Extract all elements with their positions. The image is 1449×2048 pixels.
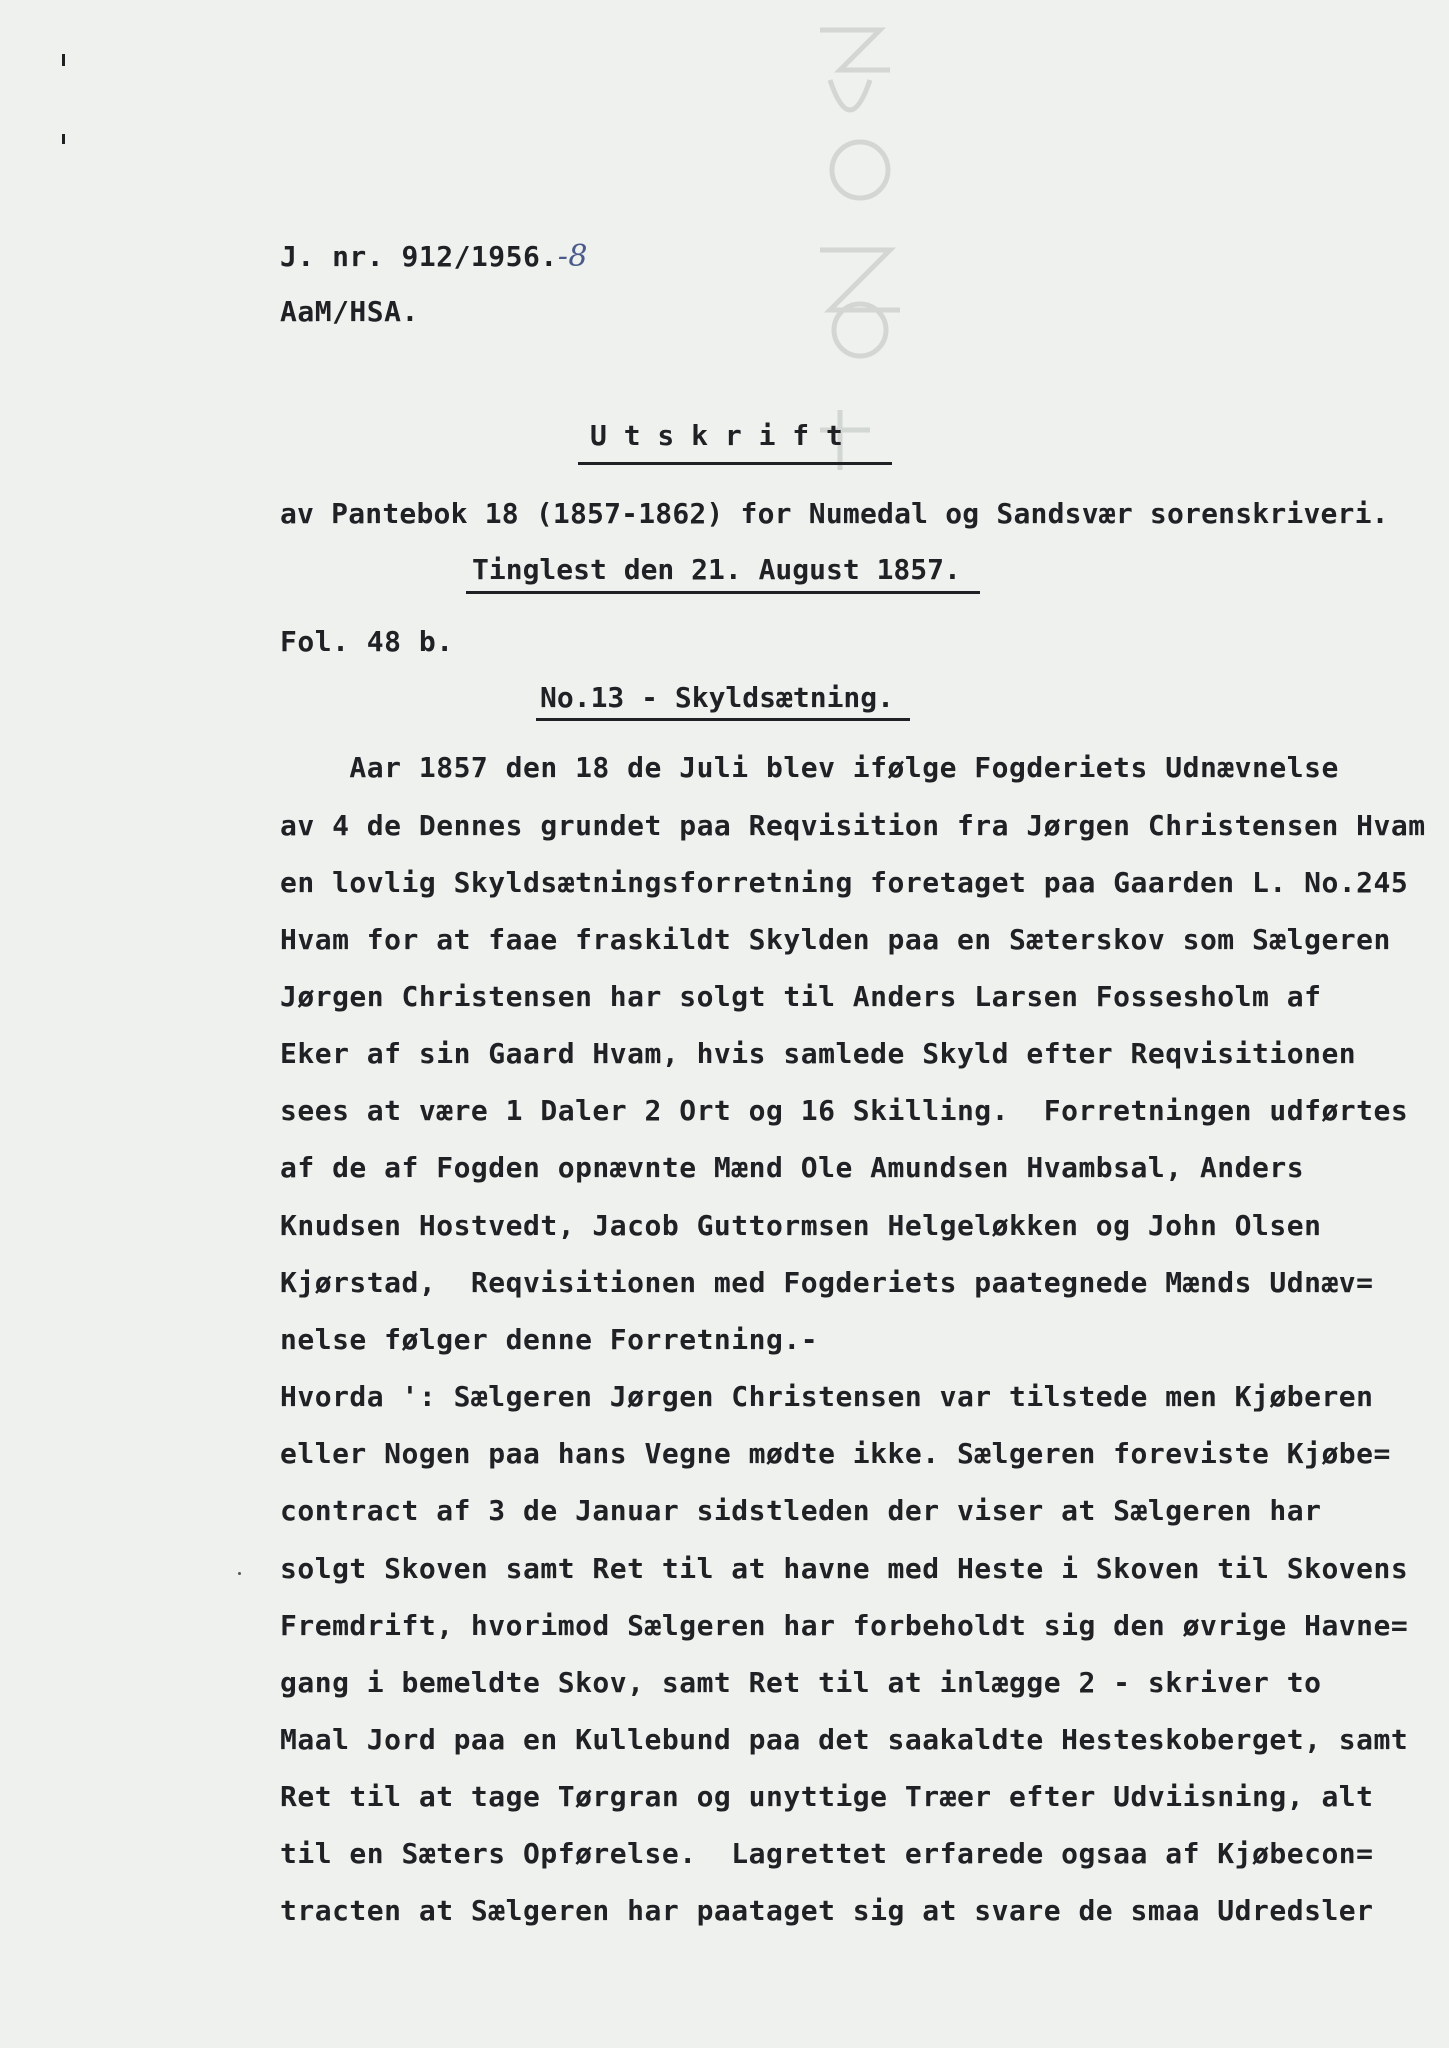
margin-speck [238, 1572, 241, 1575]
section-title: No.13 - Skyldsætning. [540, 681, 895, 714]
body-line: Eker af sin Gaard Hvam, hvis samlede Skyld efter Reqvisitionen [280, 1037, 1357, 1070]
document-subtitle: av Pantebok 18 (1857-1862) for Numedal og Sandsvær sorenskriveri. [280, 497, 1389, 530]
registration-line: Tinglest den 21. August 1857. [472, 553, 961, 586]
body-line: gang i bemeldte Skov, samt Ret til at inlægge 2 - skriver to [280, 1666, 1322, 1699]
margin-mark-top [62, 54, 65, 66]
body-line: Fremdrift, hvorimod Sælgeren har forbeholdt sig den øvrige Havne= [280, 1609, 1409, 1642]
body-line: Maal Jord paa en Kullebund paa det saakaldte Hesteskoberget, samt [280, 1723, 1409, 1756]
body-line: Jørgen Christensen har solgt til Anders Larsen Fossesholm af [280, 980, 1322, 1013]
initials: AaM/HSA. [280, 295, 419, 328]
heading-underline [578, 462, 892, 465]
body-line: Aar 1857 den 18 de Juli blev ifølge Fogderiets Udnævnelse [280, 751, 1339, 784]
body-line: til en Sæters Opførelse. Lagrettet erfarede ogsaa af Kjøbecon= [280, 1837, 1374, 1870]
folio-reference: Fol. 48 b. [280, 625, 454, 658]
body-line: Hvorda ': Sælgeren Jørgen Christensen var tilstede men Kjøberen [280, 1380, 1374, 1413]
body-line: af de af Fogden opnævnte Mænd Ole Amundsen Hvambsal, Anders [280, 1151, 1305, 1184]
body-line: en lovlig Skyldsætningsforretning foretaget paa Gaarden L. No.245 [280, 866, 1409, 899]
body-line: sees at være 1 Daler 2 Ort og 16 Skilling. Forretningen udførtes [280, 1094, 1409, 1127]
body-line: nelse følger denne Forretning.- [280, 1323, 819, 1356]
body-line: Ret til at tage Tørgran og unyttige Træer efter Udviisning, alt [280, 1780, 1374, 1813]
journal-handwritten-suffix: -8 [557, 239, 588, 274]
journal-number-line [280, 239, 588, 274]
body-line: av 4 de Dennes grundet paa Reqvisition fra Jørgen Christensen Hvam [280, 809, 1426, 842]
margin-mark-lower [62, 134, 65, 144]
registration-underline [466, 591, 980, 594]
body-line: Hvam for at faae fraskildt Skylden paa en Sæterskov som Sælgeren [280, 923, 1391, 956]
body-line: Kjørstad, Reqvisitionen med Fogderiets paategnede Mænds Udnæv= [280, 1266, 1374, 1299]
section-title-underline [536, 718, 910, 721]
body-line: eller Nogen paa hans Vegne mødte ikke. Sælgeren foreviste Kjøbe= [280, 1437, 1391, 1470]
journal-number: J. nr. 912/1956. [280, 240, 558, 273]
body-line: solgt Skoven samt Ret til at havne med Heste i Skoven til Skovens [280, 1552, 1409, 1585]
document-heading: U t s k r i f t [590, 419, 843, 452]
body-line: Knudsen Hostvedt, Jacob Guttormsen Helgeløkken og John Olsen [280, 1209, 1322, 1242]
body-line: tracten at Sælgeren har paataget sig at svare de smaa Udredsler [280, 1894, 1374, 1927]
body-line: contract af 3 de Januar sidstleden der viser at Sælgeren har [280, 1494, 1322, 1527]
